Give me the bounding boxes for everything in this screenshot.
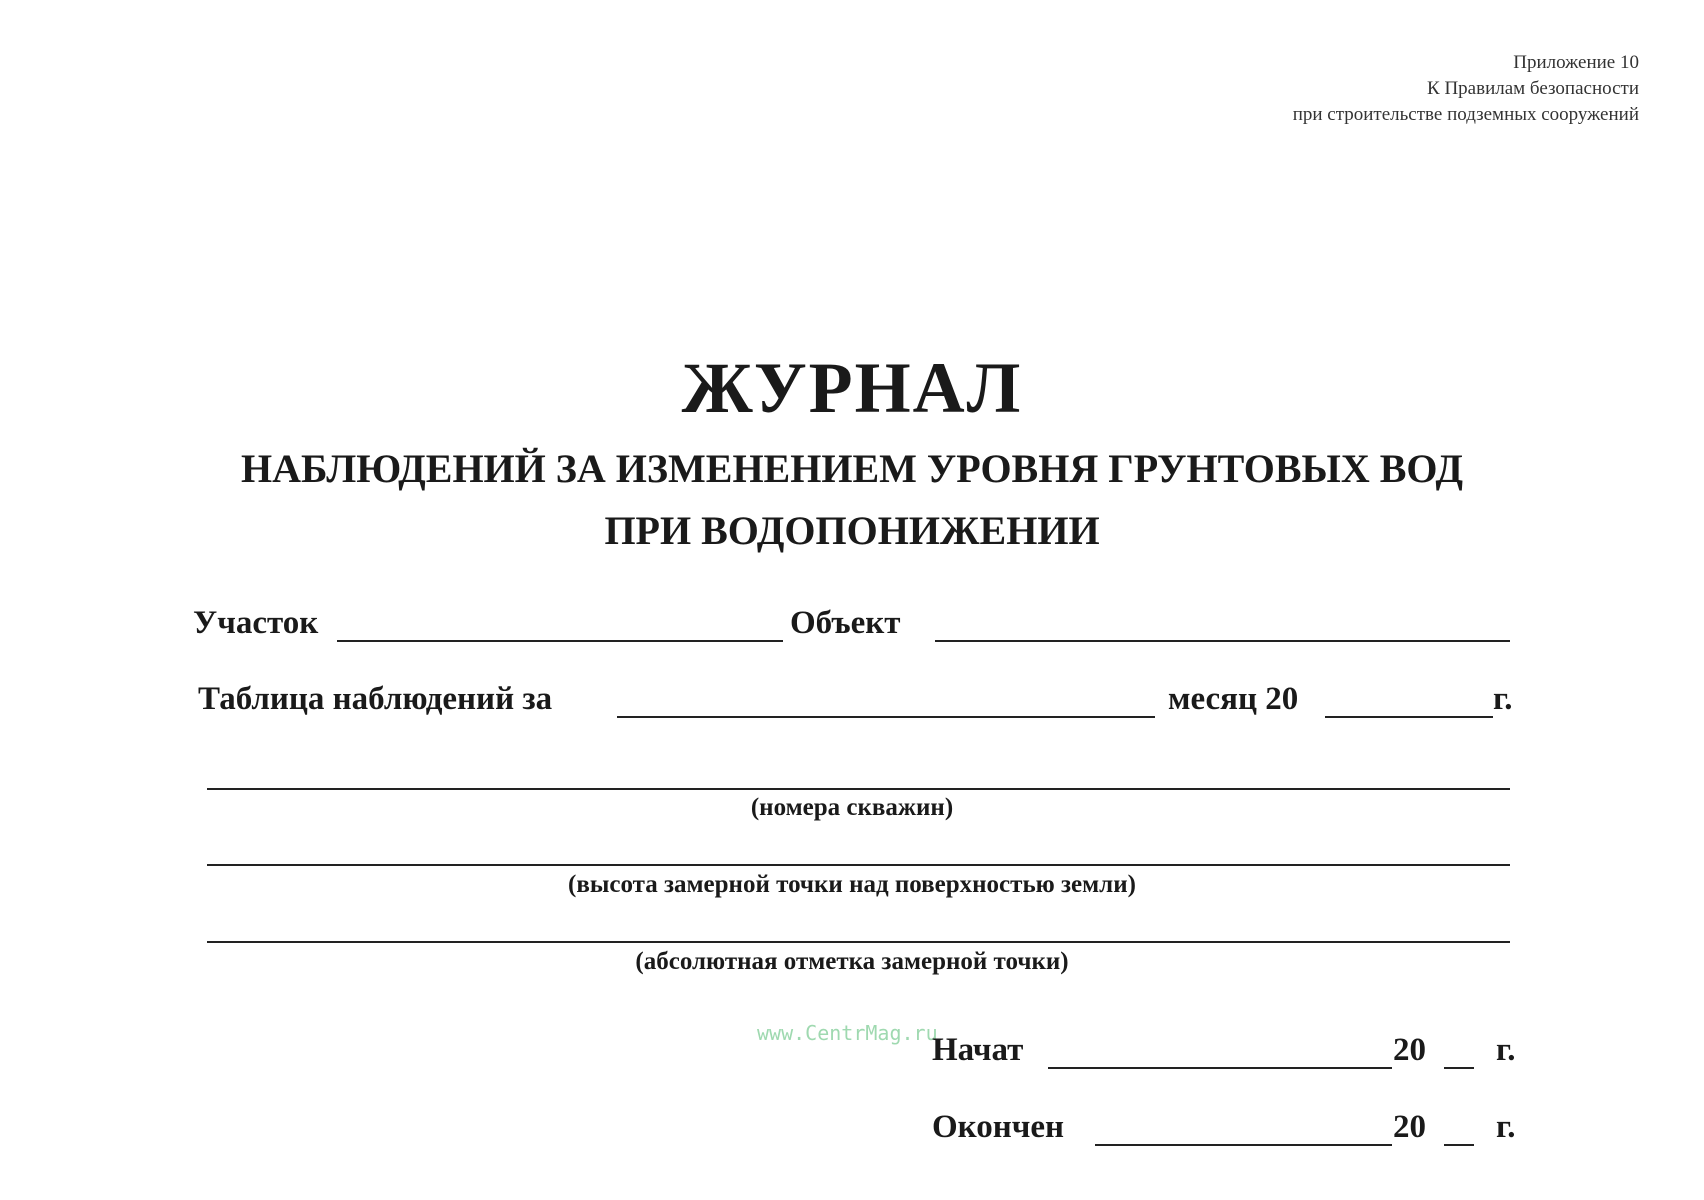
started-date-line (1048, 1067, 1392, 1069)
appendix-note (1293, 50, 1639, 128)
appendix-line-2: К Правилам безопасности (1427, 78, 1639, 99)
started-year-prefix: 20 (1393, 1032, 1426, 1068)
appendix-line-3: при строительстве подземных сооружений (1292, 104, 1639, 125)
watermark: www.CentrMag.ru (757, 1021, 938, 1045)
month-label: месяц 20 (1168, 681, 1299, 717)
section-field-line (337, 640, 783, 642)
journal-title: ЖУРНАЛ (681, 348, 1023, 428)
journal-subtitle-line-2: ПРИ ВОДОПОНИЖЕНИИ (604, 508, 1100, 553)
object-field-line (935, 640, 1510, 642)
ended-year-line (1444, 1144, 1474, 1146)
year-suffix: г. (1493, 681, 1513, 717)
absolute-caption: (абсолютная отметка замерной точки) (635, 948, 1069, 975)
section-label: Участок (193, 605, 319, 641)
started-label: Начат (932, 1032, 1024, 1068)
ended-year-prefix: 20 (1393, 1109, 1426, 1145)
year-field-line (1325, 716, 1493, 718)
ended-label: Окончен (932, 1109, 1065, 1145)
absolute-field-line (207, 941, 1510, 943)
journal-subtitle-line-1: НАБЛЮДЕНИЙ ЗА ИЗМЕНЕНИЕМ УРОВНЯ ГРУНТОВЫХ ВОД (240, 446, 1464, 491)
ended-date-line (1095, 1144, 1392, 1146)
table-period-line (617, 716, 1155, 718)
table-label: Таблица наблюдений за (198, 681, 553, 717)
wells-caption: (номера скважин) (750, 794, 954, 821)
object-label: Объект (790, 605, 901, 641)
height-field-line (207, 864, 1510, 866)
started-year-line (1444, 1067, 1474, 1069)
height-caption: (высота замерной точки над поверхностью земли) (568, 871, 1136, 898)
started-year-suffix: г. (1496, 1032, 1516, 1068)
wells-field-line (207, 788, 1510, 790)
appendix-line-1: Приложение 10 (1513, 52, 1639, 73)
ended-year-suffix: г. (1496, 1109, 1516, 1145)
